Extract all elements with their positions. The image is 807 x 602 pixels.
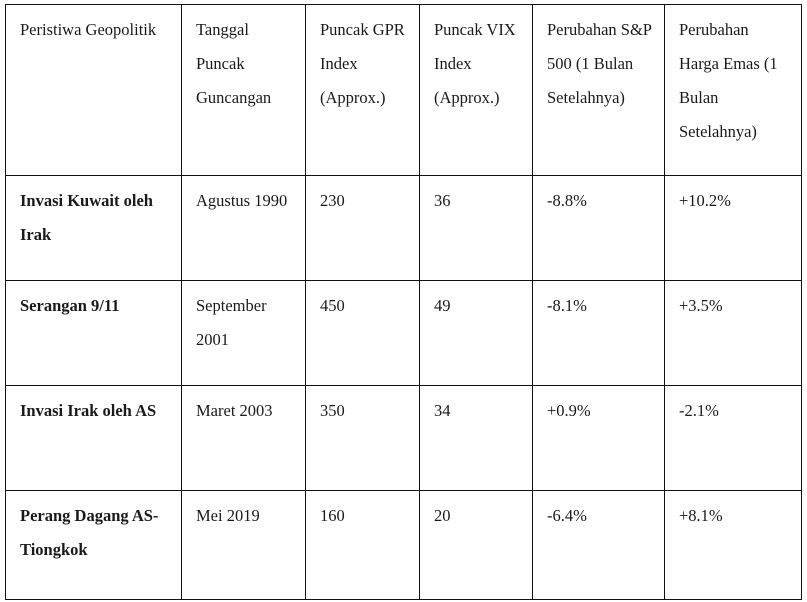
table-row xyxy=(6,281,802,386)
gpr-cell: 160 xyxy=(306,491,420,600)
sp500-cell: +0.9% xyxy=(533,386,665,491)
table-body xyxy=(6,176,802,600)
gold-cell: -2.1% xyxy=(665,386,802,491)
header-gold-change: Perubahan Harga Emas (1 Bulan Setelahnya) xyxy=(665,5,802,176)
header-gpr-index: Puncak GPR Index (Approx.) xyxy=(306,5,420,176)
geopolitical-events-table xyxy=(5,4,802,600)
gold-cell: +3.5% xyxy=(665,281,802,386)
gold-cell: +8.1% xyxy=(665,491,802,600)
vix-cell: 20 xyxy=(420,491,533,600)
date-cell: Mei 2019 xyxy=(182,491,306,600)
event-cell: Perang Dagang AS-Tiongkok xyxy=(6,491,182,600)
date-cell: Maret 2003 xyxy=(182,386,306,491)
sp500-cell: -8.8% xyxy=(533,176,665,281)
gpr-cell: 350 xyxy=(306,386,420,491)
table-row xyxy=(6,491,802,600)
vix-cell: 36 xyxy=(420,176,533,281)
date-cell: Agustus 1990 xyxy=(182,176,306,281)
sp500-cell: -6.4% xyxy=(533,491,665,600)
gpr-cell: 230 xyxy=(306,176,420,281)
sp500-cell: -8.1% xyxy=(533,281,665,386)
date-cell: September 2001 xyxy=(182,281,306,386)
event-cell: Invasi Irak oleh AS xyxy=(6,386,182,491)
table-row xyxy=(6,176,802,281)
vix-cell: 49 xyxy=(420,281,533,386)
header-peak-date: Tanggal Puncak Guncangan xyxy=(182,5,306,176)
event-cell: Serangan 9/11 xyxy=(6,281,182,386)
event-cell: Invasi Kuwait oleh Irak xyxy=(6,176,182,281)
vix-cell: 34 xyxy=(420,386,533,491)
header-event: Peristiwa Geopolitik xyxy=(6,5,182,176)
gold-cell: +10.2% xyxy=(665,176,802,281)
table-row xyxy=(6,386,802,491)
table-header xyxy=(6,5,802,176)
header-sp500-change: Perubahan S&P 500 (1 Bulan Setelahnya) xyxy=(533,5,665,176)
header-row xyxy=(6,5,802,176)
gpr-cell: 450 xyxy=(306,281,420,386)
header-vix-index: Puncak VIX Index (Approx.) xyxy=(420,5,533,176)
